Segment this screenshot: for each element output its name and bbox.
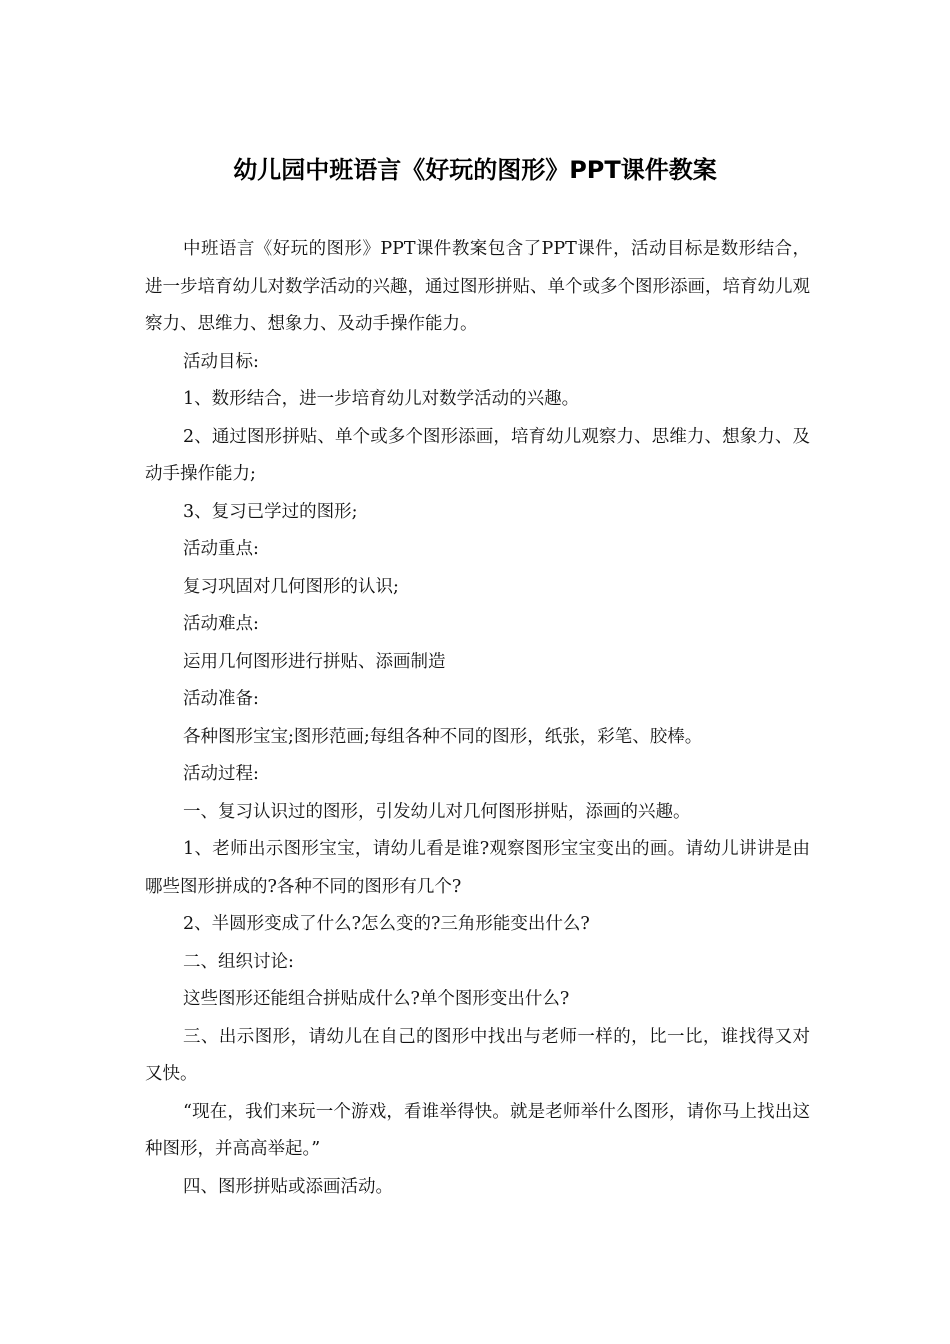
- difficulties-text: 运用几何图形进行拼贴、添画制造: [183, 651, 446, 672]
- section-heading-process: 活动过程:: [183, 764, 259, 784]
- document-body: [145, 231, 810, 1206]
- process-step-2: 二、组织讨论:: [183, 951, 294, 972]
- process-step-1-item-1: 1、老师出示图形宝宝，请幼儿看是谁?观察图形宝宝变出的画。请幼儿讲讲是由哪些图形拼成的?各种不同的图形有几个?: [145, 839, 810, 897]
- section-heading-preparation: 活动准备:: [183, 689, 259, 709]
- section-heading-key-points: 活动重点:: [183, 539, 259, 559]
- process-step-3-quote: “现在，我们来玩一个游戏，看谁举得快。就是老师举什么图形，请你马上找出这种图形，并高高举起。”: [145, 1101, 810, 1159]
- process-step-1-item-2: 2、半圆形变成了什么?怎么变的?三角形能变出什么?: [183, 914, 590, 934]
- process-step-2-text: 这些图形还能组合拼贴成什么?单个图形变出什么?: [183, 989, 570, 1009]
- section-heading-difficulties: 活动难点:: [183, 614, 259, 634]
- goal-item-3: 3、复习已学过的图形;: [183, 501, 358, 522]
- process-step-3: 三、出示图形，请幼儿在自己的图形中找出与老师一样的，比一比，谁找得又对又快。: [145, 1026, 810, 1084]
- document-title: 幼儿园中班语言《好玩的图形》PPT课件教案: [233, 156, 717, 184]
- goal-item-2: 2、通过图形拼贴、单个或多个图形添画，培育幼儿观察力、思维力、想象力、及动手操作能力;: [145, 426, 810, 484]
- goal-item-1: 1、数形结合，进一步培育幼儿对数学活动的兴趣。: [183, 389, 580, 409]
- preparation-text: 各种图形宝宝;图形范画;每组各种不同的图形，纸张，彩笔、胶棒。: [183, 726, 703, 747]
- intro-paragraph: 中班语言《好玩的图形》PPT课件教案包含了PPT课件，活动目标是数形结合，进一步培育幼儿对数学活动的兴趣，通过图形拼贴、单个或多个图形添画，培育幼儿观察力、思维力、想象力、及动手操作能力。: [145, 239, 810, 334]
- key-points-text: 复习巩固对几何图形的认识;: [183, 576, 399, 597]
- process-step-1: 一、复习认识过的图形，引发幼儿对几何图形拼贴，添画的兴趣。: [183, 801, 691, 822]
- process-step-4: 四、图形拼贴或添画活动。: [183, 1176, 393, 1197]
- section-heading-goals: 活动目标:: [183, 351, 259, 372]
